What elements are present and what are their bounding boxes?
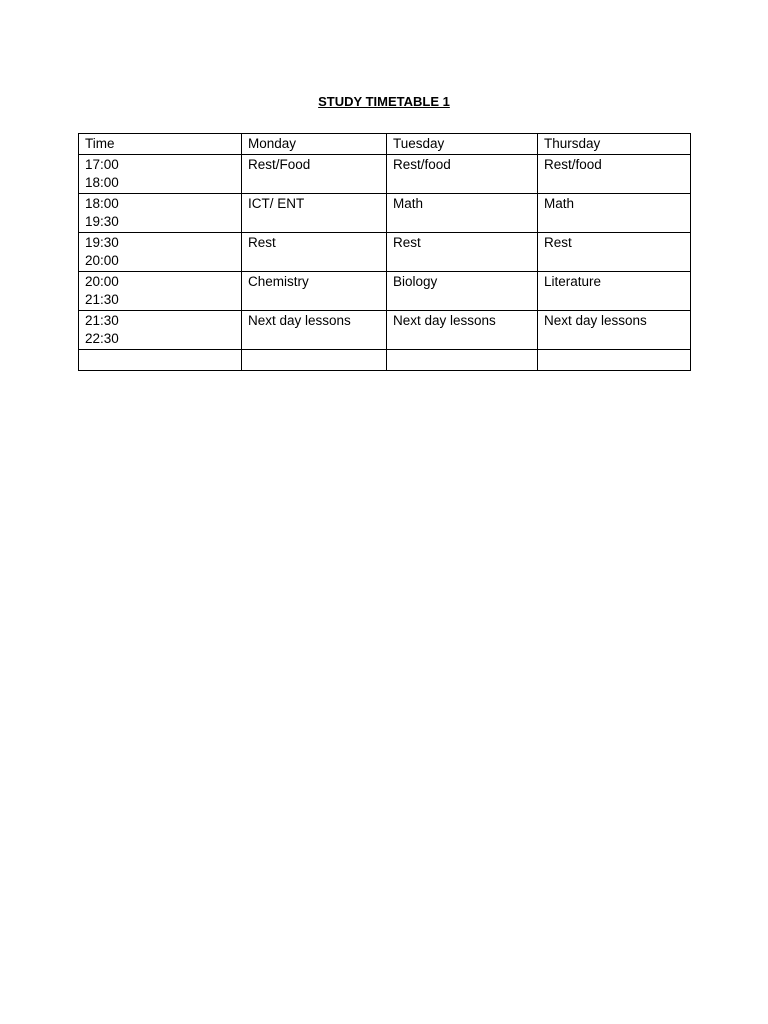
- time-start: 18:00: [85, 196, 119, 211]
- tuesday-cell: Next day lessons: [387, 311, 538, 350]
- thursday-cell: Rest: [538, 233, 691, 272]
- time-end: 19:30: [85, 214, 119, 229]
- thursday-cell: Literature: [538, 272, 691, 311]
- time-start: 17:00: [85, 157, 119, 172]
- table-row: [79, 272, 691, 311]
- time-cell: [79, 311, 242, 350]
- time-start: 20:00: [85, 274, 119, 289]
- time-cell: [79, 194, 242, 233]
- tuesday-cell: Math: [387, 194, 538, 233]
- time-end: 22:30: [85, 331, 119, 346]
- header-tuesday: Tuesday: [387, 134, 538, 155]
- table-row: [79, 194, 691, 233]
- time-start: 21:30: [85, 313, 119, 328]
- monday-cell: ICT/ ENT: [242, 194, 387, 233]
- thursday-cell: Rest/food: [538, 155, 691, 194]
- timetable: [78, 133, 691, 371]
- time-end: 18:00: [85, 175, 119, 190]
- header-row: [79, 134, 691, 155]
- time-end: 21:30: [85, 292, 119, 307]
- time-end: 20:00: [85, 253, 119, 268]
- time-start: 19:30: [85, 235, 119, 250]
- empty-cell: [242, 350, 387, 371]
- empty-cell: [79, 350, 242, 371]
- header-monday: Monday: [242, 134, 387, 155]
- thursday-cell: Math: [538, 194, 691, 233]
- monday-cell: Rest/Food: [242, 155, 387, 194]
- thursday-cell: Next day lessons: [538, 311, 691, 350]
- tuesday-cell: Biology: [387, 272, 538, 311]
- empty-cell: [538, 350, 691, 371]
- time-cell: [79, 155, 242, 194]
- table-row: [79, 233, 691, 272]
- header-thursday: Thursday: [538, 134, 691, 155]
- tuesday-cell: Rest: [387, 233, 538, 272]
- page-title: STUDY TIMETABLE 1: [318, 94, 450, 109]
- monday-cell: Chemistry: [242, 272, 387, 311]
- empty-cell: [387, 350, 538, 371]
- empty-table-row: [79, 350, 691, 371]
- tuesday-cell: Rest/food: [387, 155, 538, 194]
- time-cell: [79, 272, 242, 311]
- table-row: [79, 311, 691, 350]
- monday-cell: Rest: [242, 233, 387, 272]
- time-cell: [79, 233, 242, 272]
- header-time: Time: [79, 134, 242, 155]
- table-row: [79, 155, 691, 194]
- monday-cell: Next day lessons: [242, 311, 387, 350]
